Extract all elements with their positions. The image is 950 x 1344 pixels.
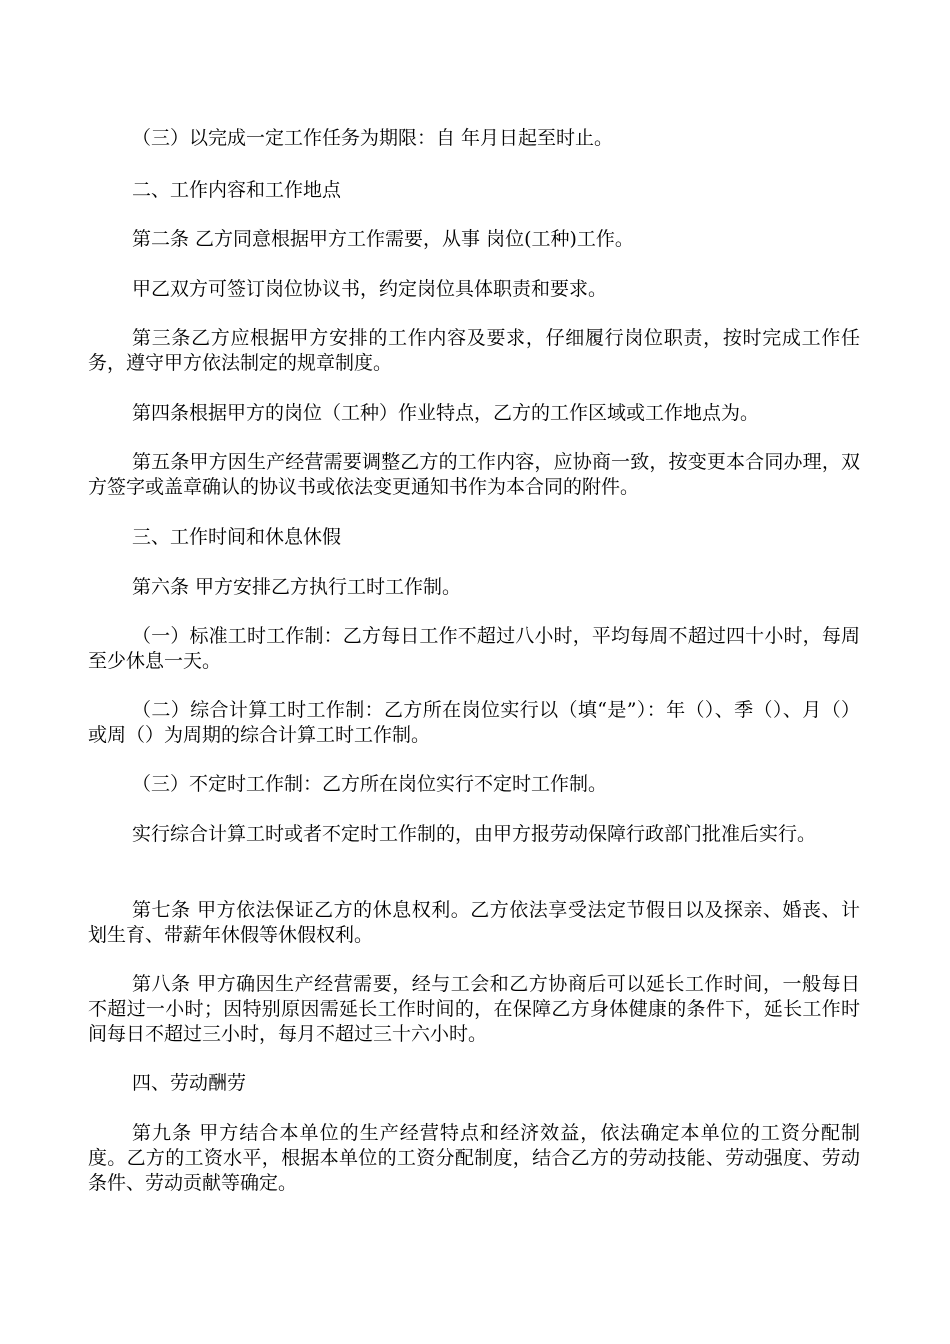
section-heading-work-content: 二、工作内容和工作地点 [132,179,342,201]
article-nine: 第九条 甲方结合本单位的生产经营特点和经济效益，依法确定本单位的工资分配制度。乙方的工资水平，根据本单位的工资分配制度，结合乙方的劳动技能、劳动强度、劳动条件、劳动贡献等确定。 [88,1122,860,1194]
approval-paragraph: 实行综合计算工时或者不定时工作制的，由甲方报劳动保障行政部门批准后实行。 [132,823,817,845]
section-heading-work-time: 三、工作时间和休息休假 [132,526,342,548]
position-agreement-paragraph: 甲乙双方可签订岗位协议书，约定岗位具体职责和要求。 [132,278,608,300]
article-seven: 第七条 甲方依法保证乙方的休息权利。乙方依法享受法定节假日以及探亲、婚丧、计划生育、带薪年休假等休假权利。 [88,899,860,946]
article-six: 第六条 甲方安排乙方执行工时工作制。 [132,576,462,598]
article-five: 第五条甲方因生产经营需要调整乙方的工作内容，应协商一致，按变更本合同办理，双方签字或盖章确认的协议书或依法变更通知书作为本合同的附件。 [88,451,860,498]
article-eight: 第八条 甲方确因生产经营需要，经与工会和乙方协商后可以延长工作时间，一般每日不超过一小时；因特别原因需延长工作时间的，在保障乙方身体健康的条件下，延长工作时间每日不超过三小时，每月不超过三十六小时。 [88,973,860,1045]
clause-three-term-task: （三）以完成一定工作任务为期限：自 年月日起至时止。 [132,127,614,149]
section-heading-remuneration: 四、劳动酬劳 [132,1072,247,1094]
standard-hours-clause: （一）标准工时工作制：乙方每日工作不超过八小时，平均每周不超过四十小时，每周至少休息一天。 [88,625,860,672]
article-four: 第四条根据甲方的岗位（工种）作业特点，乙方的工作区域或工作地点为。 [132,402,760,424]
comprehensive-hours-clause: （二）综合计算工时工作制：乙方所在岗位实行以（填“是”）：年（）、季（）、月（）或周（）为周期的综合计算工时工作制。 [88,699,860,746]
article-three: 第三条乙方应根据甲方安排的工作内容及要求，仔细履行岗位职责，按时完成工作任务，遵守甲方依法制定的规章制度。 [88,327,860,374]
article-two: 第二条 乙方同意根据甲方工作需要，从事 岗位(工种)工作。 [132,228,634,250]
flexible-hours-clause: （三）不定时工作制：乙方所在岗位实行不定时工作制。 [132,773,608,795]
